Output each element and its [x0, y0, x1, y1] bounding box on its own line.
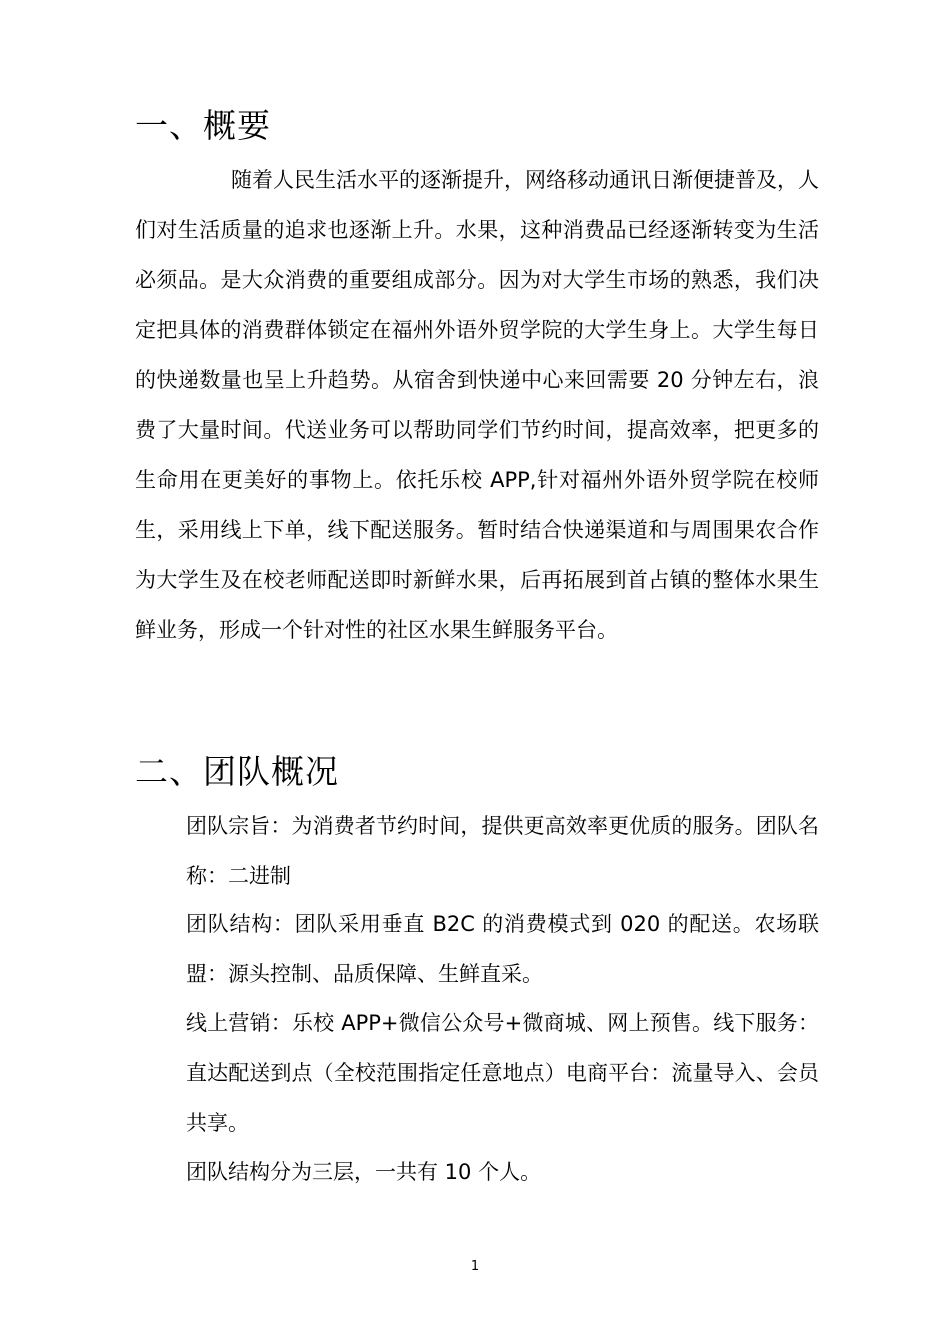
- section-heading-overview: 一、概要: [135, 106, 271, 145]
- page-number: 1: [470, 1259, 480, 1274]
- team-mission-paragraph: 团队宗旨：为消费者节约时间，提供更高效率更优质的服务。团队名称：二进制: [186, 814, 819, 888]
- section-heading-team: 二、团队概况: [135, 752, 339, 791]
- team-marketing-paragraph: 线上营销：乐校 APP+微信公众号+微商城、网上预售。线下服务：直达配送到点（全校范围指定任意地点）电商平台：流量导入、会员共享。: [186, 1011, 819, 1135]
- team-structure-paragraph: 团队结构：团队采用垂直 B2C 的消费模式到 020 的配送。农场联盟：源头控制、品质保障、生鲜直采。: [186, 912, 819, 986]
- team-size-paragraph: 团队结构分为三层，一共有 10 个人。: [186, 1160, 542, 1184]
- overview-paragraph: 随着人民生活水平的逐渐提升，网络移动通讯日渐便捷普及，人们对生活质量的追求也逐渐上升。水果，这种消费品已经逐渐转变为生活必须品。是大众消费的重要组成部分。因为对大学生市场的熟悉，我们决定把具体的消费群体锁定在福州外语外贸学院的大学生身上。大学生每日的快递数量也呈上升趋势。从宿舍到快递中心来回需要 20 分钟左右，浪费了大量时间。代送业务可以帮助同学们节约时间，提高效率，把更多的生命用在更美好的事物上。依托乐校 APP,针对福州外语外贸学院在校师生，采用线上下单，线下配送服务。暂时结合快递渠道和与周围果农合作为大学生及在校老师配送即时新鲜水果，后再拓展到首占镇的整体水果生鲜业务，形成一个针对性的社区水果生鲜服务平台。: [135, 168, 819, 642]
